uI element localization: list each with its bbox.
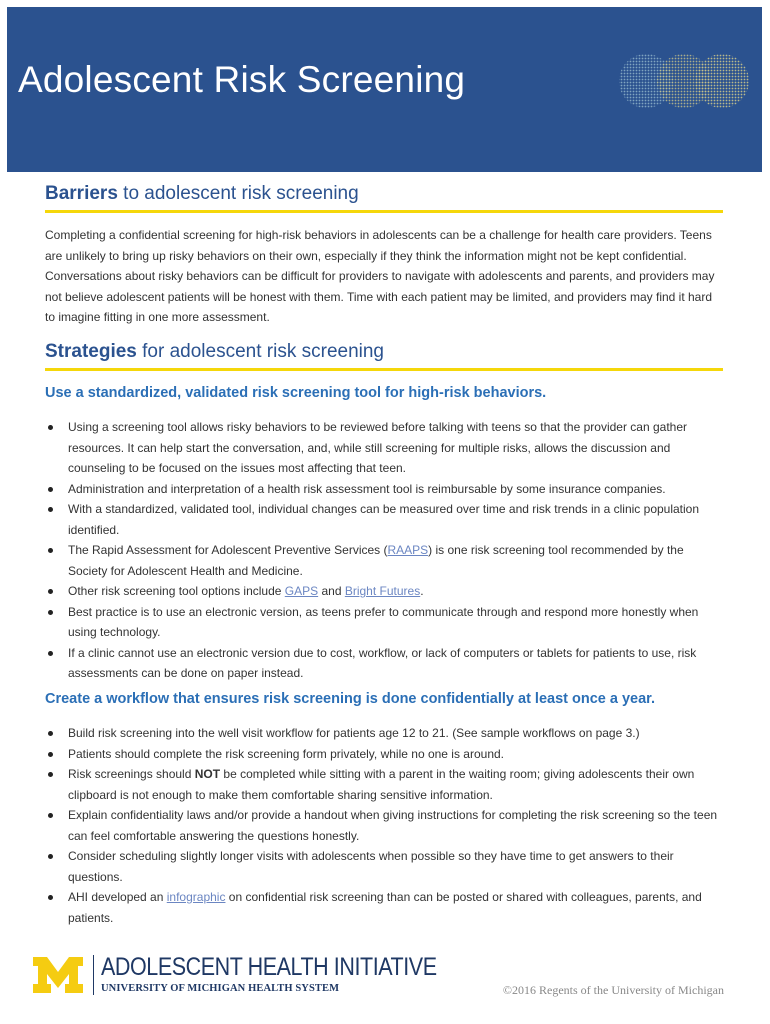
screening-tool-list — [45, 417, 723, 684]
list-item: Using a screening tool allows risky behaviors to be reviewed before talking with teens so that the provider can gather resources. It can help start the conversation, and, while still screening for multiple risks, allows the discussion and counseling to be focused on the issues most affecting that teen. — [45, 417, 723, 479]
block-m-icon — [33, 957, 83, 993]
logo-divider — [93, 955, 94, 995]
logo-subtitle: UNIVERSITY OF MICHIGAN HEALTH SYSTEM — [101, 983, 340, 994]
subheading-workflow: Create a workflow that ensures risk screening is done confidentially at least once a year. — [45, 691, 656, 707]
list-item: Best practice is to use an electronic version, as teens prefer to communicate through and respond more honestly when using technology. — [45, 602, 723, 643]
subheading-screening-tool: Use a standardized, validated risk screening tool for high-risk behaviors. — [45, 385, 547, 401]
gaps-link[interactable]: GAPS — [284, 584, 319, 598]
list-item: With a standardized, validated tool, individual changes can be measured over time and risk trends in a clinic population identified. — [45, 499, 723, 540]
copyright-notice: ©2016 Regents of the University of Michigan — [502, 983, 724, 997]
infographic-link[interactable]: infographic — [166, 890, 226, 904]
list-item: Consider scheduling slightly longer visits with adolescents when possible so they have time to get answers to their questions. — [45, 846, 723, 887]
list-item: If a clinic cannot use an electronic version due to cost, workflow, or lack of computers or tablets for patients to use, risk assessments can be done on paper instead. — [45, 643, 723, 684]
raaps-link[interactable]: RAAPS — [387, 543, 429, 557]
decorative-dots-graphic — [614, 51, 754, 111]
list-item: Patients should complete the risk screening form privately, while no one is around. — [45, 744, 723, 765]
list-item: Administration and interpretation of a health risk assessment tool is reimbursable by some insurance companies. — [45, 479, 723, 500]
list-item: Build risk screening into the well visit workflow for patients age 12 to 21. (See sample workflows on page 3.) — [45, 723, 723, 744]
list-item: Risk screenings should NOT be completed while sitting with a parent in the waiting room; giving adolescents their own clipboard is not enough to make them comfortable sharing sensitive information. — [45, 764, 723, 805]
list-item: The Rapid Assessment for Adolescent Preventive Services (RAAPS) is one risk screening tool recommended by the Society for Adolescent Health and Medicine. — [45, 540, 723, 581]
list-item: Explain confidentiality laws and/or provide a handout when giving instructions for completing the risk screening so the teen can feel comfortable answering the questions honestly. — [45, 805, 723, 846]
header-banner — [7, 7, 762, 172]
logo-wordmark: ADOLESCENT HEALTH INITIATIVE — [101, 953, 437, 981]
strategies-heading: Strategies for adolescent risk screening — [45, 341, 723, 371]
page-title: Adolescent Risk Screening — [18, 59, 466, 100]
bright-futures-link[interactable]: Bright Futures — [344, 584, 421, 598]
list-item: Other risk screening tool options include GAPS and Bright Futures. — [45, 581, 723, 602]
barriers-heading: Barriers to adolescent risk screening — [45, 183, 723, 213]
ahi-logo — [33, 955, 473, 997]
workflow-list — [45, 723, 723, 928]
list-item: AHI developed an infographic on confidential risk screening than can be posted or shared with colleagues, parents, and patients. — [45, 887, 723, 928]
barriers-paragraph: Completing a confidential screening for high-risk behaviors in adolescents can be a challenge for health care providers. Teens are unlikely to bring up risky behaviors on their own, especially if they think the information might not be kept confidential. Conversations about risky behaviors can be difficult for providers to navigate with adolescents and parents, and providers may not believe adolescent patients will be honest with them. Time with each patient may be limited, and providers may find it hard to imagine fitting in one more assessment. — [45, 228, 715, 324]
